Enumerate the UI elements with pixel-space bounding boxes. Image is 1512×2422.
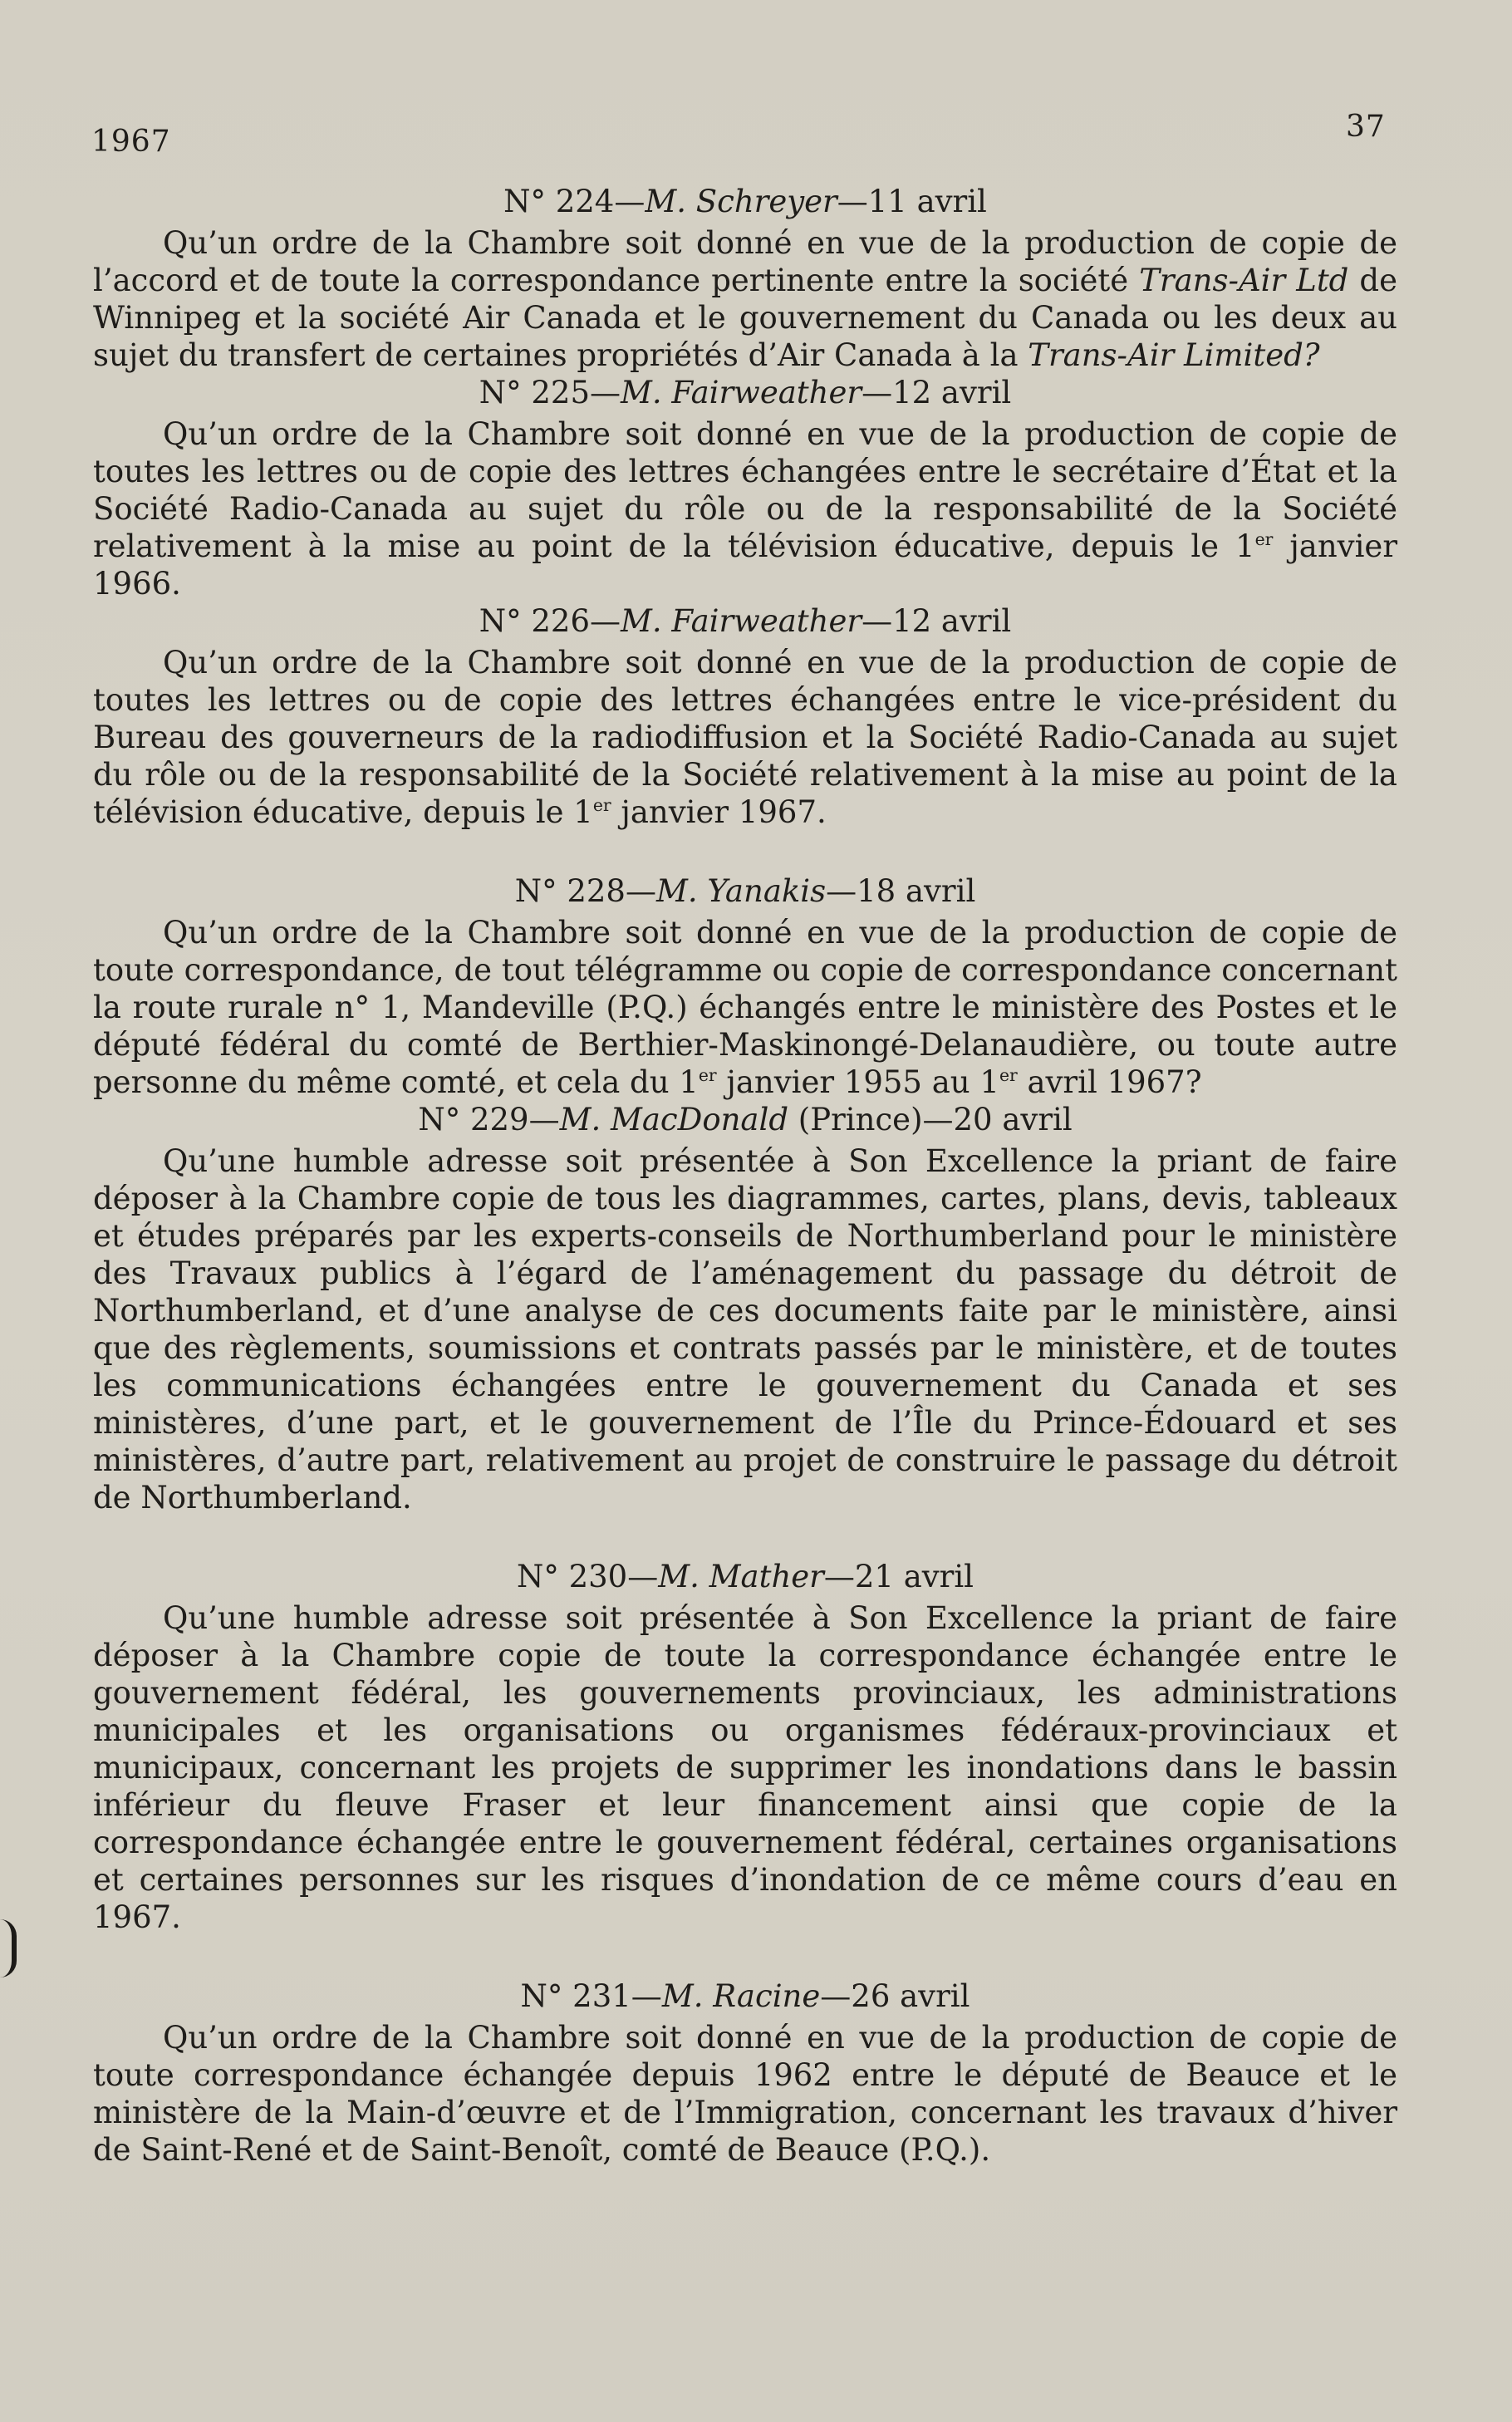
entry-text-part: Qu’un ordre de la Chambre soit donné en vue de la production de copie de toutes les lettres ou de copie des lettres échangées entre le vice-président du Bureau des gouverneurs de la radiodiffusion et la Société Radio-Canada au sujet du rôle ou de la responsabilité de la Société relativement à la mise au point de la télévision éducative, depuis le 1 [93, 645, 1397, 830]
header-year: 1967 [91, 125, 171, 159]
entry-date: —12 avril [862, 603, 1012, 639]
entry-text-part: Qu’un ordre de la Chambre soit donné en vue de la production de copie de l’accord et de toute la correspondance pertinente entre la société [93, 225, 1397, 298]
entry-number: N° 231— [520, 1978, 662, 2014]
member-name: M. Schreyer [645, 184, 837, 219]
entry-text-part: janvier 1967. [611, 794, 827, 830]
binding-mark [0, 1919, 17, 1977]
member-name: M. Yanakis [655, 873, 827, 909]
entry-230 [93, 1558, 1397, 1936]
entry-number: N° 229— [418, 1102, 560, 1137]
member-name: M. Fairweather [621, 603, 862, 639]
entry-text: Qu’une humble adresse soit présentée à Son Excellence la priant de faire déposer à la Chambre copie de toute la correspondance échangée entre le gouvernement fédéral, les gouvernements provinciaux, les administrations municipales et les organisations ou organismes fédéraux-provinciaux et municipaux, concernant les projets de supprimer les inondations dans le bassin inférieur du fleuve Fraser et leur financement ainsi que copie de la correspondance échangée entre le gouvernement fédéral, certaines organisations et certaines personnes sur les risques d’inondation de ce même cours d’eau en 1967. [93, 1600, 1397, 1935]
ordinal-suffix: er [1254, 528, 1274, 549]
entry-date: —26 avril [820, 1978, 970, 2014]
ordinal-suffix: er [999, 1064, 1018, 1085]
entry-date: —18 avril [826, 873, 976, 909]
company-name: Trans-Air Ltd [1139, 263, 1349, 298]
entry-text-part: Qu’un ordre de la Chambre soit donné en vue de la production de copie de toute correspondance, de tout télégramme ou copie de correspondance concernant la route rurale n° 1, Mandeville (P.Q.) échangés entre le ministère des Postes et le député fédéral du comté de Berthier-Maskinongé-Delanaudière, ou toute autre personne du même comté, et cela du 1 [93, 915, 1397, 1100]
entry-text-part: janvier 1955 au 1 [716, 1064, 999, 1100]
document-content [93, 183, 1397, 2169]
page-number: 37 [1346, 110, 1386, 144]
entry-text-part: avril 1967? [1017, 1064, 1202, 1100]
entry-225 [93, 374, 1397, 602]
entry-heading [93, 1977, 1397, 2016]
entry-heading [93, 872, 1397, 911]
entry-date: —21 avril [823, 1559, 974, 1594]
entry-number: N° 224— [503, 184, 646, 219]
entry-text-part: de Winnipeg et la société Air Canada et le gouvernement du Canada ou les deux au sujet du transfert de certaines propriétés d’Air Canada à la [93, 263, 1397, 373]
entry-heading [93, 183, 1397, 221]
spacer [93, 1936, 1397, 1977]
entry-231 [93, 1977, 1397, 2169]
entry-text [93, 224, 1397, 374]
entry-text-part: Qu’un ordre de la Chambre soit donné en vue de la production de copie de toutes les lettres ou de copie des lettres échangées entre le secrétaire d’État et la Société Radio-Canada au sujet du rôle ou de la responsabilité de la Société relativement à la mise au point de la télévision éducative, depuis le 1 [93, 416, 1397, 564]
ordinal-suffix: er [698, 1064, 717, 1085]
member-name: M. Racine [661, 1978, 821, 2014]
entry-date: —11 avril [837, 184, 987, 219]
member-riding: (Prince) [788, 1102, 923, 1137]
member-name: M. MacDonald [559, 1102, 789, 1137]
entry-number: N° 226— [479, 603, 621, 639]
entry-number: N° 228— [514, 873, 656, 909]
entry-text: Qu’un ordre de la Chambre soit donné en vue de la production de copie de toute correspondance échangée depuis 1962 entre le député de Beauce et le ministère de la Main-d’œuvre et de l’Immigration, concernant les travaux d’hiver de Saint-René et de Saint-Benoît, comté de Beauce (P.Q.). [93, 2020, 1397, 2168]
member-name: M. Fairweather [621, 375, 862, 410]
entry-number: N° 230— [516, 1559, 659, 1594]
member-name: M. Mather [658, 1559, 824, 1594]
entry-text [93, 914, 1397, 1101]
entry-text: Qu’une humble adresse soit présentée à Son Excellence la priant de faire déposer à la Chambre copie de tous les diagrammes, cartes, plans, devis, tableaux et études préparés par les experts-conseils de Northumberland pour le ministère des Travaux publics à l’égard de l’aménagement du passage du détroit de Northumberland, et d’une analyse de ces documents faite par le ministère, ainsi que des règlements, soumissions et contrats passés par le ministère, et de toutes les communications échangées entre le gouvernement du Canada et ses ministères, d’une part, et le gouvernement de l’Île du Prince-Édouard et ses ministères, d’autre part, relativement au projet de construire le passage du détroit de Northumberland. [93, 1143, 1397, 1516]
entry-text [93, 644, 1397, 831]
entry-heading [93, 1101, 1397, 1139]
entry-text-part: janvier 1966. [93, 528, 1397, 602]
entry-224 [93, 183, 1397, 374]
spacer [93, 1516, 1397, 1558]
entry-date: —12 avril [862, 375, 1012, 410]
entry-229 [93, 1101, 1397, 1516]
entry-heading [93, 602, 1397, 641]
entry-number: N° 225— [479, 375, 621, 410]
entry-heading [93, 1558, 1397, 1596]
spacer [93, 831, 1397, 872]
entry-228 [93, 872, 1397, 1101]
ordinal-suffix: er [592, 794, 611, 815]
entry-226 [93, 602, 1397, 831]
entry-heading [93, 374, 1397, 412]
company-name: Trans-Air Limited? [1028, 337, 1320, 373]
entry-text [93, 415, 1397, 602]
entry-date: —20 avril [922, 1102, 1073, 1137]
